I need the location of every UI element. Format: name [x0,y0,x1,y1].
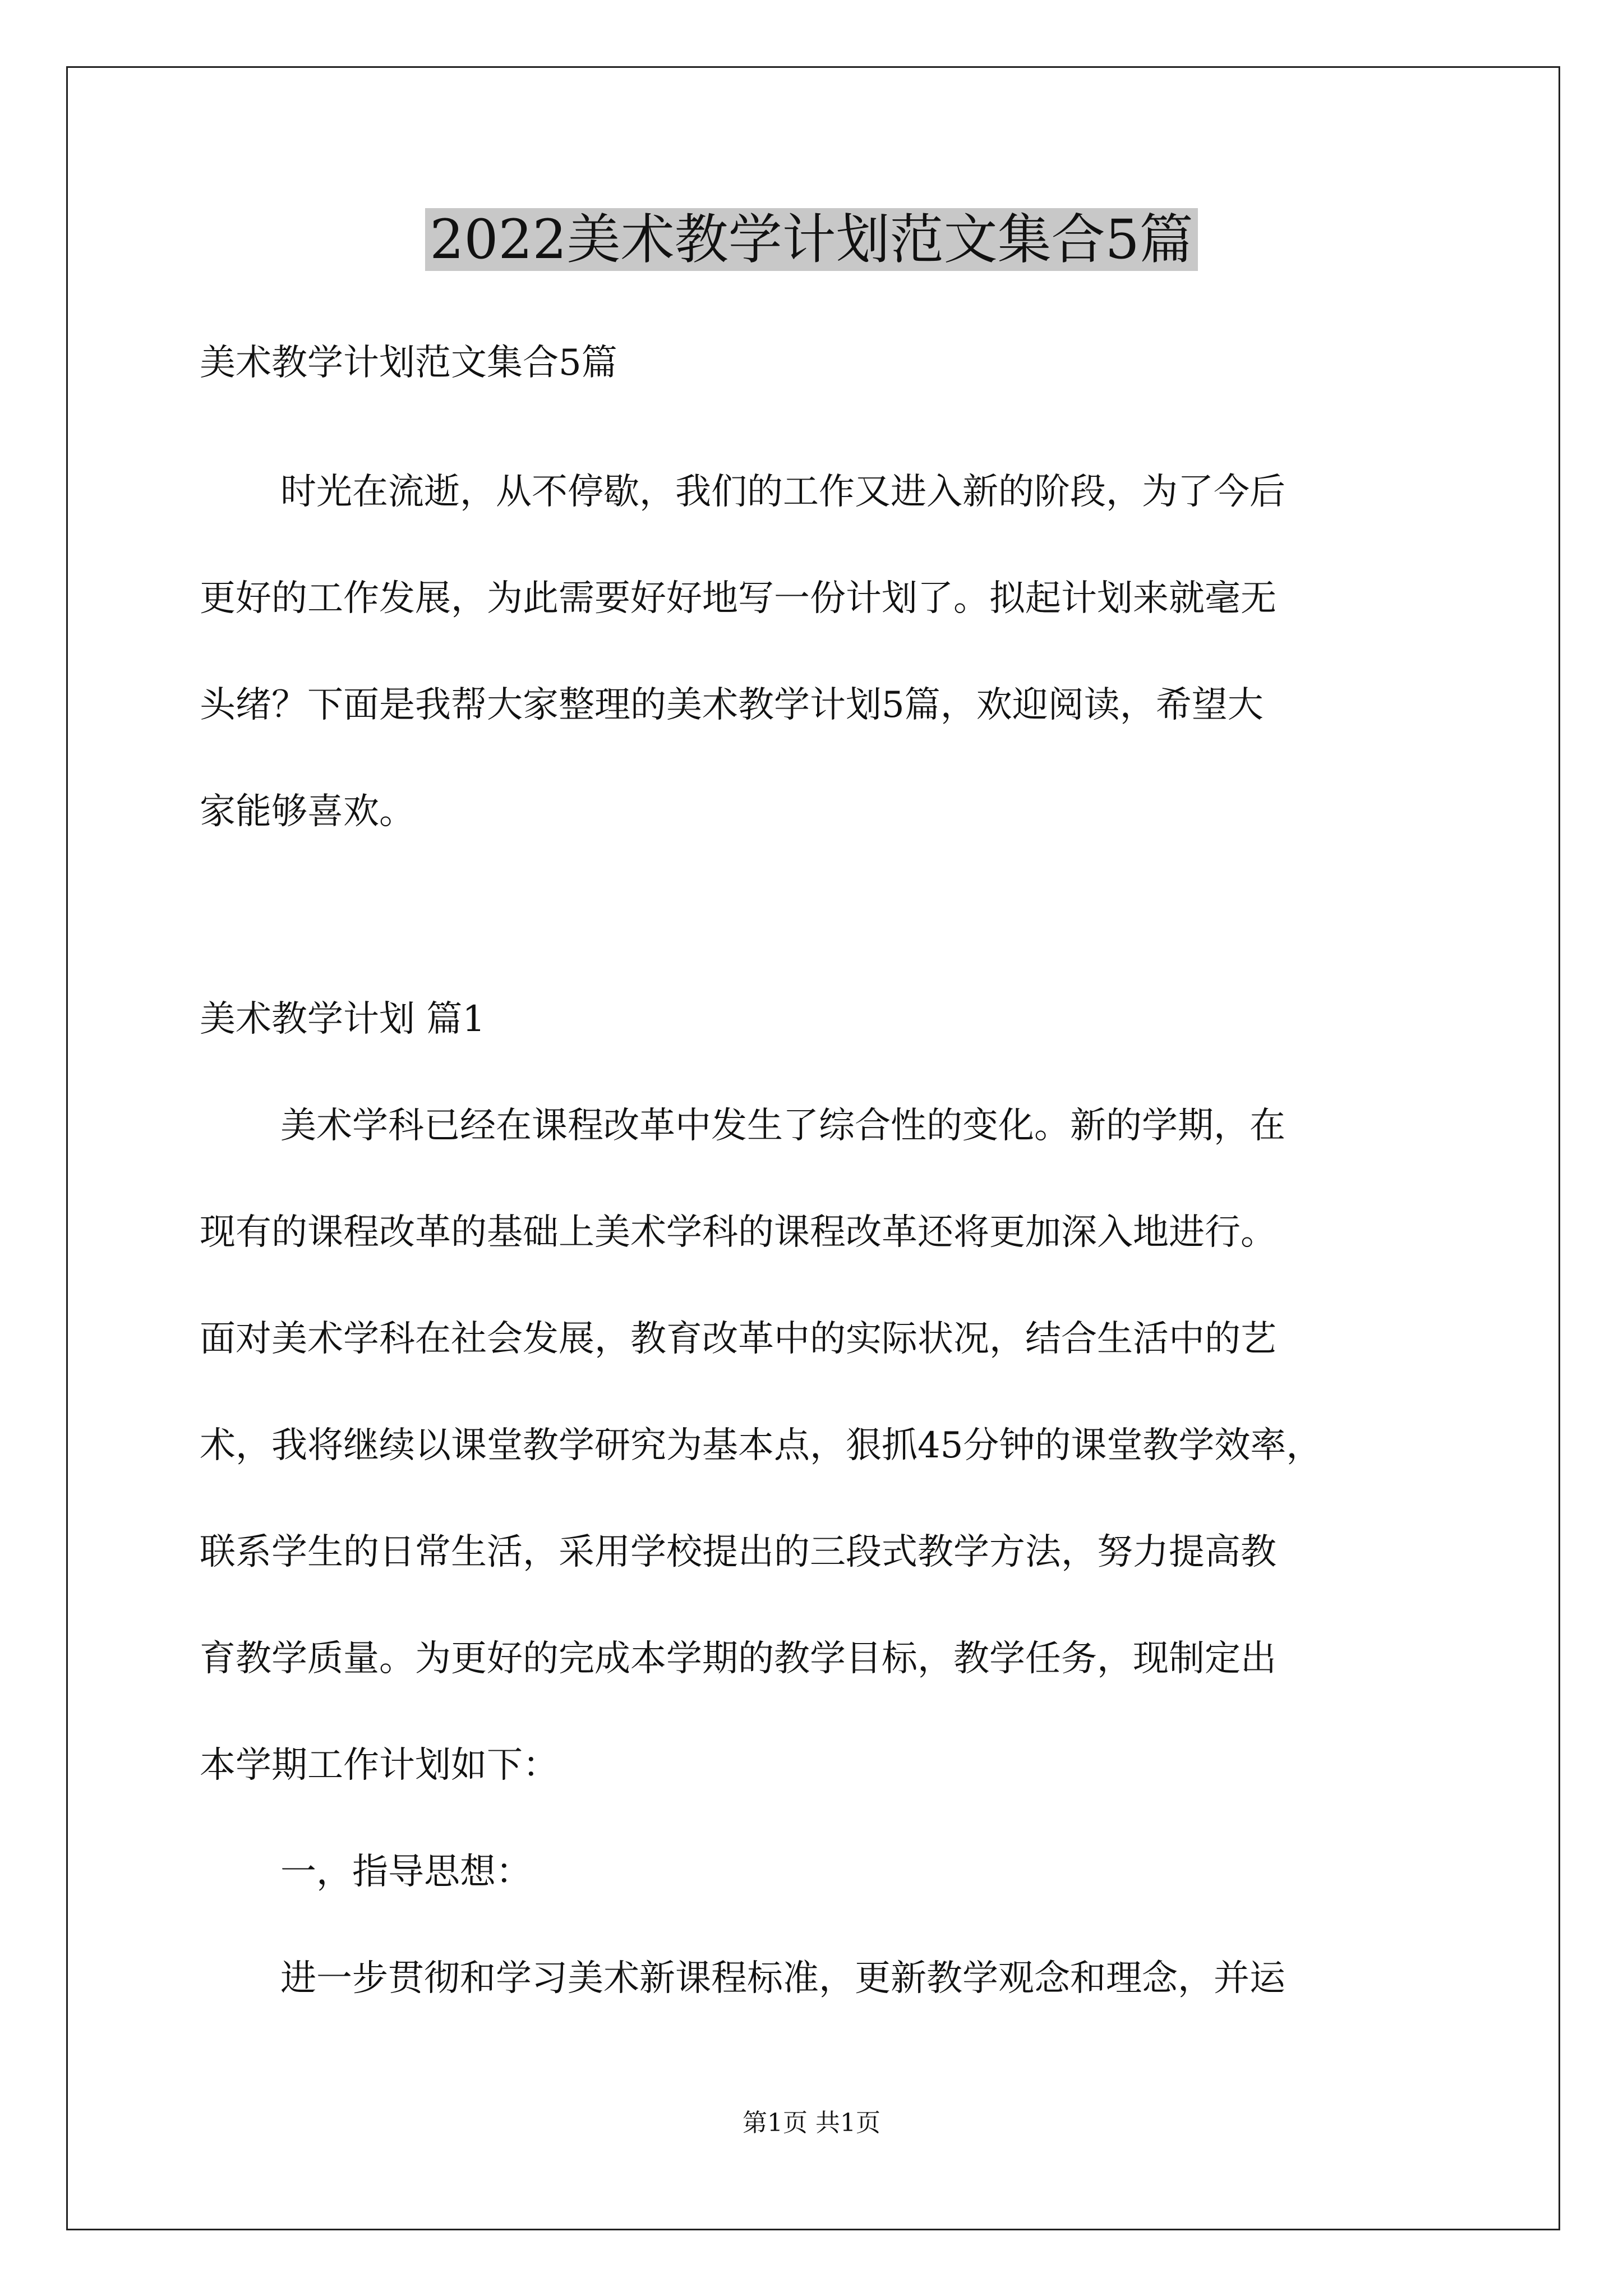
paragraph-line: 联系学生的日常生活，采用学校提出的三段式教学方法，努力提高教 [200,1531,1276,1573]
document-subtitle: 美术教学计划范文集合5篇 [200,342,617,384]
page-number-footer: 第1页 共1页 [743,2109,880,2137]
paragraph-line: 育教学质量。为更好的完成本学期的教学目标，教学任务，现制定出 [200,1638,1276,1680]
paragraph-line: 面对美术学科在社会发展，教育改革中的实际状况，结合生活中的艺 [200,1318,1276,1360]
paragraph-line: 本学期工作计划如下： [200,1745,559,1786]
paragraph-line: 头绪？下面是我帮大家整理的美术教学计划5篇，欢迎阅读，希望大 [200,684,1264,726]
paragraph-line: 更好的工作发展，为此需要好好地写一份计划了。拟起计划来就毫无 [200,578,1276,619]
paragraph-line: 家能够喜欢。 [200,791,415,832]
paragraph-line: 现有的课程改革的基础上美术学科的课程改革还将更加深入地进行。 [200,1212,1276,1253]
document-title [0,197,1623,282]
point-heading: 一，指导思想： [280,1851,532,1893]
paragraph-line: 术，我将继续以课堂教学研究为基本点，狠抓45分钟的课堂教学效率， [200,1425,1322,1466]
document-title-text: 2022美术教学计划范文集合5篇 [425,208,1197,271]
paragraph-line: 时光在流逝，从不停歇，我们的工作又进入新的阶段，为了今后 [280,471,1285,513]
section-heading: 美术教学计划 篇1 [200,999,486,1040]
paragraph-line: 美术学科已经在课程改革中发生了综合性的变化。新的学期，在 [280,1105,1285,1147]
paragraph-line: 进一步贯彻和学习美术新课程标准，更新教学观念和理念，并运 [280,1958,1285,1999]
